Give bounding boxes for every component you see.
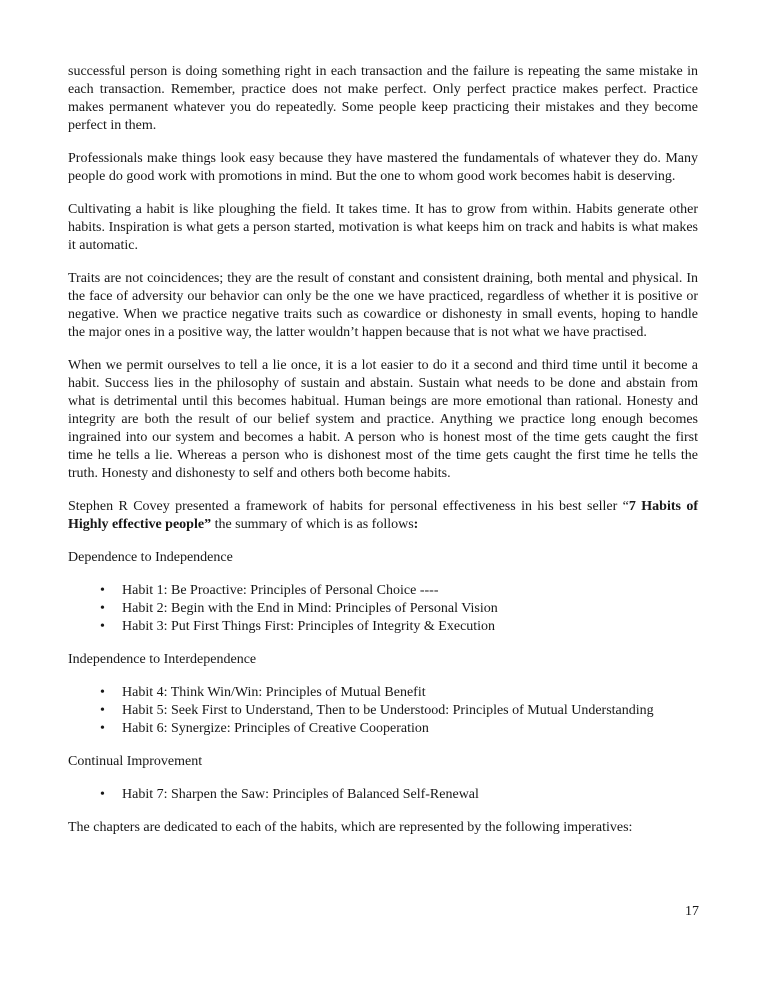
list-item-habit-7: • Habit 7: Sharpen the Saw: Principles of Balanced Self-Renewal [100, 786, 698, 804]
paragraph-practice: successful person is doing something right in each transaction and the failure is repeating the same mistake in each transaction. Remember, practice does not make perfect. Only perfect practice makes perfect. Practice makes permanent whatever you do repeatedly. Some people keep practicing their mistakes and they become perfect in them. [68, 64, 698, 133]
covey-intro-colon: : [413, 517, 419, 532]
section-heading-continual-improvement: Continual Improvement [68, 754, 203, 769]
page-content [68, 63, 698, 852]
habit-list-1 [68, 582, 698, 636]
list-item-habit-5: • Habit 5: Seek First to Understand, Then to be Understood: Principles of Mutual Understanding [100, 702, 698, 720]
list-item-habit-1: • Habit 1: Be Proactive: Principles of Personal Choice ---- [100, 582, 698, 600]
paragraph-professionals: Professionals make things look easy because they have mastered the fundamentals of whatever they do. Many people do good work with promotions in mind. But the one to whom good work becomes habit is deserving. [68, 151, 698, 184]
list-item-habit-4: • Habit 4: Think Win/Win: Principles of Mutual Benefit [100, 684, 698, 702]
paragraph-cultivating-habit: Cultivating a habit is like ploughing the field. It takes time. It has to grow from within. Habits generate other habits. Inspiration is what gets a person started, motivation is what keeps him on track and habits is what makes it automatic. [68, 202, 698, 253]
paragraph-covey-intro [68, 498, 698, 534]
list-item-habit-2: • Habit 2: Begin with the End in Mind: Principles of Personal Vision [100, 600, 698, 618]
covey-book-title: 7 Habits of Highly effective people” [68, 499, 698, 532]
page-number: 17 [685, 904, 699, 919]
habit-list-2 [68, 684, 698, 738]
paragraph-chapters-closing: The chapters are dedicated to each of the habits, which are represented by the following imperatives: [68, 820, 633, 835]
paragraph-traits: Traits are not coincidences; they are the result of constant and consistent draining, both mental and physical. In the face of adversity our behavior can only be the one we have practiced, regardless of whether it is positive or negative. When we practice negative traits such as cowardice or dishonesty in small events, hoping to handle the major ones in a positive way, the latter wouldn’t happen because that is not what we have practised. [68, 271, 698, 340]
section-heading-dependence: Dependence to Independence [68, 550, 233, 565]
list-item-habit-3: • Habit 3: Put First Things First: Principles of Integrity & Execution [100, 618, 698, 636]
covey-intro-text: Stephen R Covey presented a framework of habits for personal effectiveness in his best seller “ [68, 499, 629, 514]
habit-list-3 [68, 786, 698, 804]
covey-intro-tail: the summary of which is as follows [211, 517, 414, 532]
section-heading-interdependence: Independence to Interdependence [68, 652, 257, 667]
paragraph-honesty: When we permit ourselves to tell a lie once, it is a lot easier to do it a second and third time until it become a habit. Success lies in the philosophy of sustain and abstain. Sustain what needs to be done and abstain from what is detrimental until this becomes habitual. Human beings are more emotional than rational. Honesty and integrity are both the result of our belief system and practice. Anything we practice long enough becomes ingrained into our system and becomes a habit. A person who is honest most of the time gets caught the first time he tells a lie. Whereas a person who is dishonest most of the time gets caught the first time he tells the truth. Honesty and dishonesty to self and others both become habits. [68, 358, 698, 481]
list-item-habit-6: • Habit 6: Synergize: Principles of Creative Cooperation [100, 720, 698, 738]
